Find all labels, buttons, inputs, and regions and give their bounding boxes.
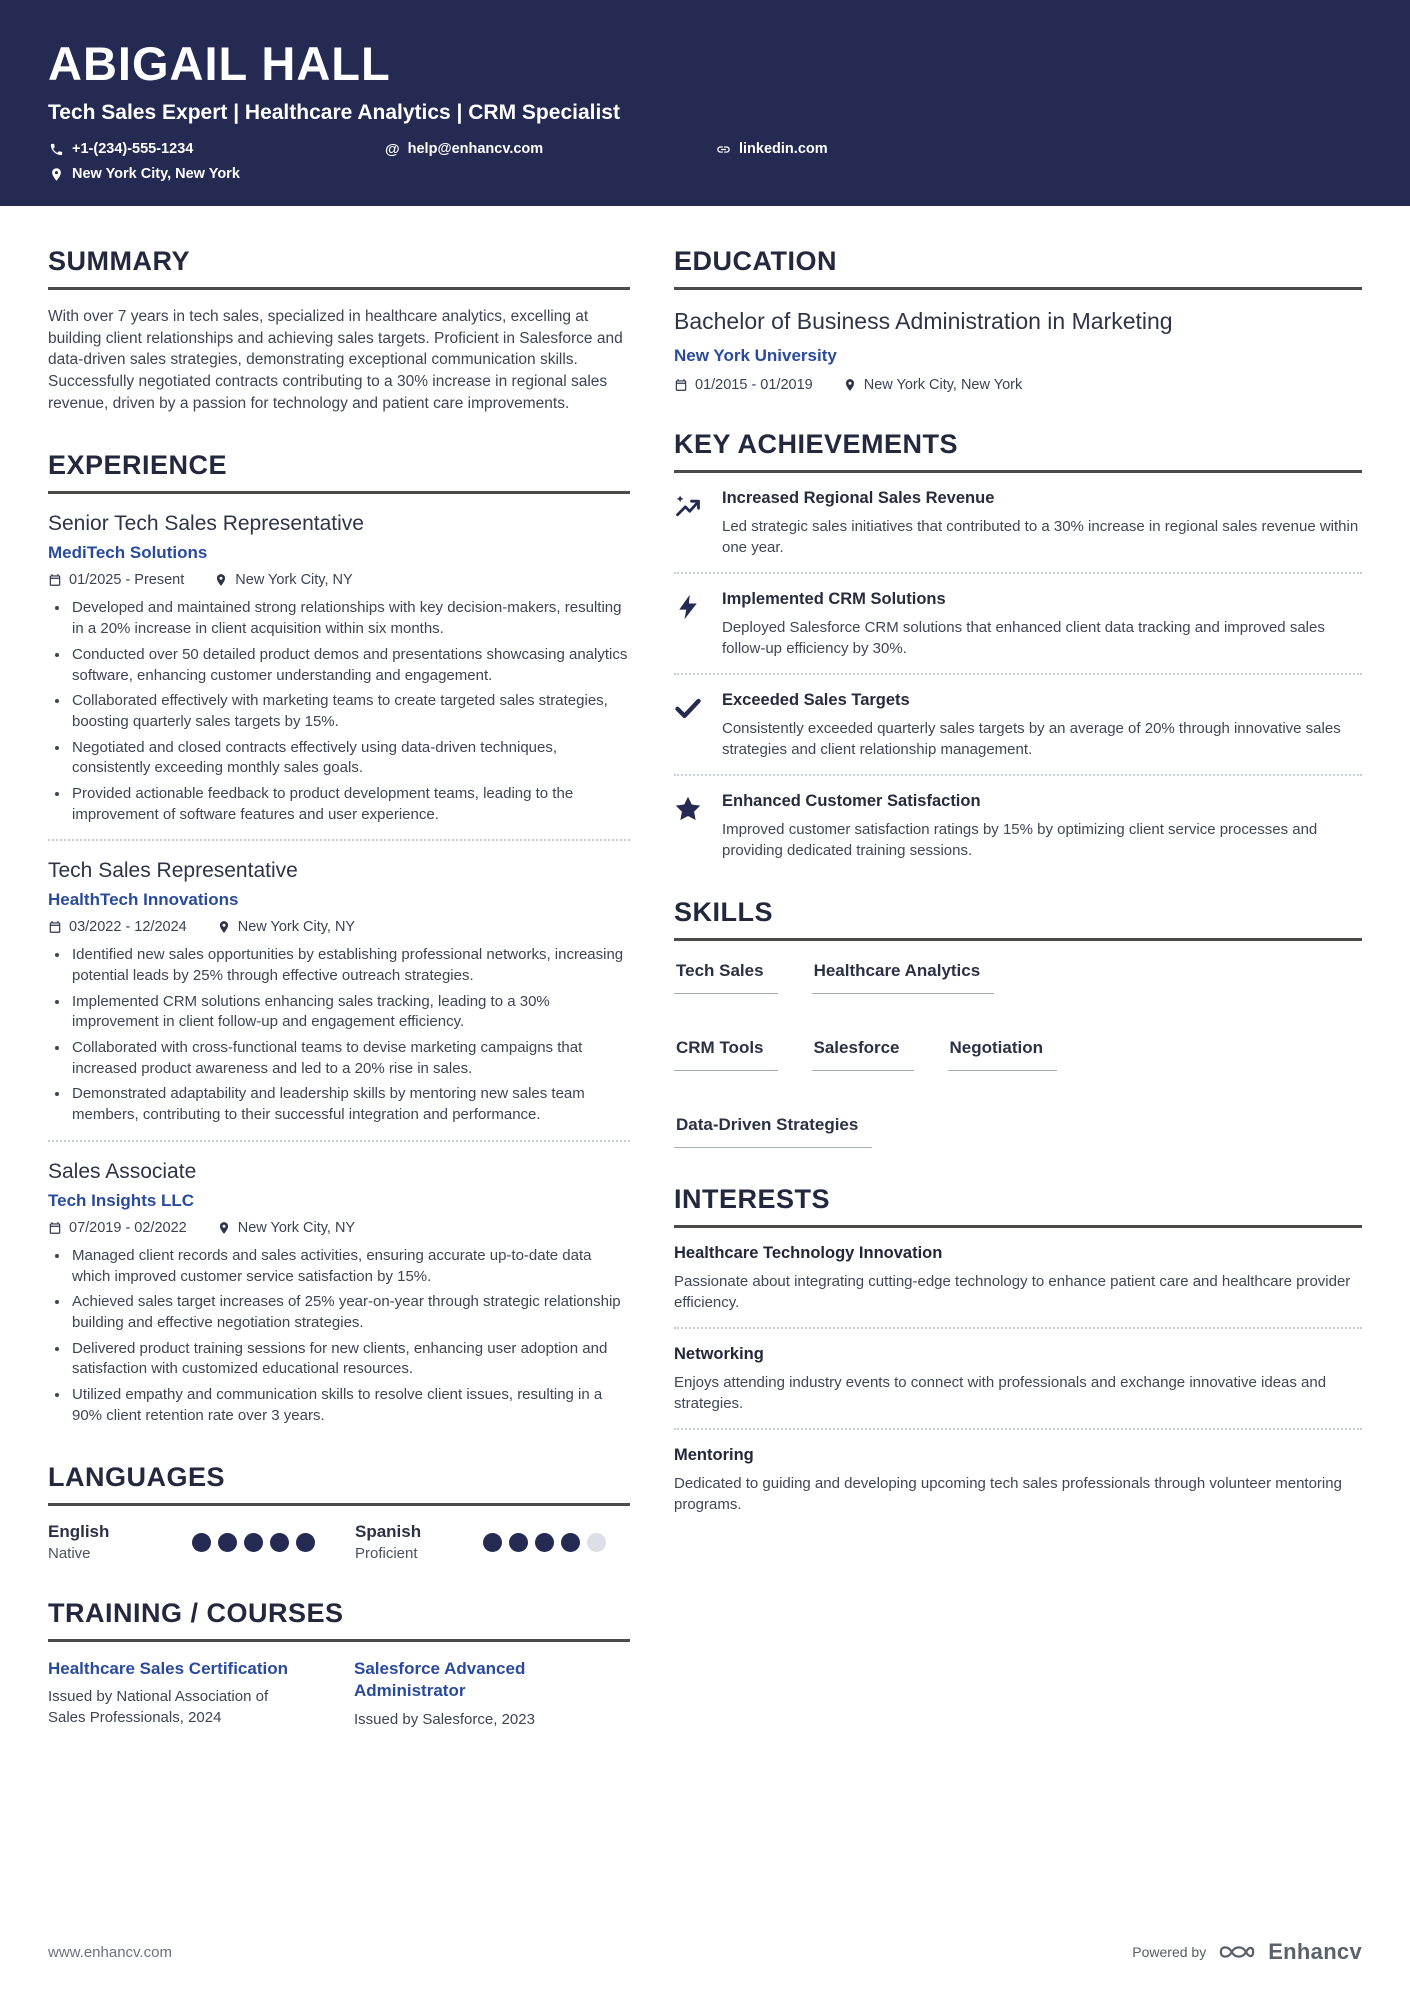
- course-issuer: Issued by Salesforce, 2023: [354, 1710, 535, 1728]
- skill-item: Healthcare Analytics: [812, 961, 995, 994]
- bullet: • Delivered product training sessions for new clients, enhancing user adoption and satisfaction with customized educational resources.: [70, 1339, 630, 1380]
- bullet: • Identified new sales opportunities by establishing professional networks, increasing potential leads by 25% through effective outreach strategies.: [70, 945, 630, 986]
- bullet: • Implemented CRM solutions enhancing sales tracking, leading to a 30% improvement in client follow-up and engagement efficiency.: [70, 992, 630, 1033]
- phone-contact[interactable]: [48, 141, 385, 157]
- link-icon: [715, 141, 731, 157]
- resume-body: [0, 206, 1410, 1929]
- job-location: New York City, NY: [217, 1220, 355, 1236]
- skills-heading: SKILLS: [674, 897, 1362, 941]
- interest-item: [674, 1244, 1362, 1313]
- left-column: [48, 246, 630, 1929]
- link-text: linkedin.com: [739, 141, 828, 157]
- powered-by[interactable]: [1132, 1939, 1362, 1965]
- achievement-text: Improved customer satisfaction ratings by 15% by optimizing client service processes and providing dedicated training sessions.: [722, 821, 1318, 860]
- achievement-title: Increased Regional Sales Revenue: [722, 489, 995, 508]
- divider: [674, 1327, 1362, 1329]
- languages-list: [48, 1522, 630, 1562]
- training-heading: TRAINING / COURSES: [48, 1598, 630, 1642]
- job-title: Senior Tech Sales Representative: [48, 512, 364, 536]
- course-title: Healthcare Sales Certification: [48, 1659, 288, 1679]
- school-name: New York University: [674, 346, 837, 366]
- calendar-icon: [674, 378, 688, 392]
- calendar-icon: [48, 920, 62, 934]
- course-item: [48, 1658, 354, 1729]
- divider: [674, 1428, 1362, 1430]
- skills-list: [674, 957, 1362, 1148]
- enhancv-brand-name: Enhancv: [1268, 1939, 1362, 1964]
- languages-section: [48, 1462, 630, 1562]
- trending-up-icon: [674, 489, 704, 558]
- bullet: • Provided actionable feedback to product development teams, leading to the improvement of software features and user experience.: [70, 784, 630, 825]
- language-item: [48, 1522, 339, 1562]
- star-icon: [674, 792, 704, 861]
- interest-title: Networking: [674, 1345, 764, 1364]
- education-meta: [674, 377, 1362, 393]
- right-column: [674, 246, 1362, 1929]
- job-bullets: [70, 598, 630, 825]
- job-meta: [48, 919, 630, 935]
- bullet: • Collaborated with cross-functional teams to devise marketing campaigns that increased product awareness and led to a 20% rise in sales.: [70, 1038, 630, 1079]
- achievement-item: [674, 590, 1362, 659]
- course-item: [354, 1658, 630, 1729]
- location-text: New York City, New York: [72, 166, 240, 182]
- job-bullets: [70, 945, 630, 1126]
- company-name: MediTech Solutions: [48, 543, 208, 563]
- job-dates: 01/2025 - Present: [48, 572, 184, 588]
- interest-item: [674, 1345, 1362, 1414]
- job-location: New York City, NY: [214, 572, 352, 588]
- page-footer: [0, 1929, 1410, 1995]
- interest-item: [674, 1446, 1362, 1515]
- education-heading: EDUCATION: [674, 246, 1362, 290]
- interests-heading: INTERESTS: [674, 1184, 1362, 1228]
- job-bullets: [70, 1246, 630, 1427]
- skills-section: [674, 897, 1362, 1148]
- job-title: Sales Associate: [48, 1159, 197, 1183]
- job-dates: 03/2022 - 12/2024: [48, 919, 187, 935]
- phone-icon: [48, 141, 64, 157]
- skill-item: Tech Sales: [674, 961, 778, 994]
- interest-text: Passionate about integrating cutting-edge technology to enhance patient care and healthcare provider efficiency.: [674, 1273, 1351, 1312]
- interest-text: Enjoys attending industry events to connect with professionals and exchange innovative ideas and strategies.: [674, 1374, 1327, 1413]
- email-contact[interactable]: [385, 141, 715, 157]
- language-item: [339, 1522, 630, 1562]
- interest-title: Mentoring: [674, 1446, 754, 1465]
- education-location: New York City, New York: [843, 377, 1023, 393]
- training-list: [48, 1658, 630, 1729]
- language-name: English: [48, 1522, 110, 1542]
- job-title: Tech Sales Representative: [48, 859, 298, 883]
- website-contact[interactable]: [715, 141, 828, 157]
- bullet: • Managed client records and sales activities, ensuring accurate up-to-date data which improved customer service satisfaction by 15%.: [70, 1246, 630, 1287]
- summary-heading: SUMMARY: [48, 246, 630, 290]
- languages-heading: LANGUAGES: [48, 1462, 630, 1506]
- experience-section: [48, 450, 630, 1426]
- degree-title: Bachelor of Business Administration in Marketing: [674, 308, 1173, 334]
- achievement-title: Enhanced Customer Satisfaction: [722, 792, 981, 811]
- experience-entry: [48, 857, 630, 1126]
- summary-section: [48, 246, 630, 414]
- achievements-section: [674, 429, 1362, 861]
- job-meta: [48, 572, 630, 588]
- achievement-text: Consistently exceeded quarterly sales targets by an average of 20% through innovative sales strategies and client relationship management.: [722, 720, 1341, 759]
- divider: [674, 572, 1362, 574]
- divider: [674, 673, 1362, 675]
- experience-entry: [48, 510, 630, 825]
- achievement-text: Deployed Salesforce CRM solutions that enhanced client data tracking and improved sales follow-up efficiency by 30%.: [722, 619, 1325, 658]
- powered-by-label: Powered by: [1132, 1944, 1207, 1960]
- checkmark-icon: [674, 691, 704, 760]
- contact-info: [48, 141, 1362, 182]
- bullet: • Demonstrated adaptability and leadership skills by mentoring new sales team members, contributing to their successful integration and performance.: [70, 1084, 630, 1125]
- skill-item: CRM Tools: [674, 1038, 778, 1071]
- language-name: Spanish: [355, 1522, 422, 1542]
- experience-entry: [48, 1158, 630, 1427]
- language-level: Proficient: [355, 1545, 418, 1563]
- divider: [48, 839, 630, 841]
- company-name: Tech Insights LLC: [48, 1190, 195, 1210]
- skill-item: Salesforce: [812, 1038, 914, 1071]
- location-contact: [48, 166, 240, 182]
- language-proficiency-dots: [483, 1533, 606, 1552]
- bullet: • Achieved sales target increases of 25% year-on-year through strategic relationship building and effective negotiation strategies.: [70, 1292, 630, 1333]
- achievement-title: Implemented CRM Solutions: [722, 590, 946, 609]
- education-dates: 01/2015 - 01/2019: [674, 377, 813, 393]
- achievement-text: Led strategic sales initiatives that contributed to a 30% increase in regional sales revenue within one year.: [722, 518, 1359, 557]
- skill-item: Data-Driven Strategies: [674, 1115, 872, 1148]
- candidate-headline: Tech Sales Expert | Healthcare Analytics | CRM Specialist: [48, 101, 620, 124]
- company-name: HealthTech Innovations: [48, 890, 239, 910]
- interests-section: [674, 1184, 1362, 1515]
- lightning-icon: [674, 590, 704, 659]
- achievements-heading: KEY ACHIEVEMENTS: [674, 429, 1362, 473]
- email-icon: @: [385, 140, 400, 158]
- location-pin-icon: [48, 166, 64, 182]
- location-pin-icon: [214, 573, 228, 587]
- achievement-item: [674, 792, 1362, 861]
- location-pin-icon: [217, 920, 231, 934]
- bullet: • Collaborated effectively with marketing teams to create targeted sales strategies, boosting quarterly sales targets by 15%.: [70, 691, 630, 732]
- job-dates: 07/2019 - 02/2022: [48, 1220, 187, 1236]
- interest-text: Dedicated to guiding and developing upcoming tech sales professionals through volunteer mentoring programs.: [674, 1475, 1342, 1514]
- resume-header: [0, 0, 1410, 206]
- bullet: • Utilized empathy and communication skills to resolve client issues, resulting in a 90% client retention rate over 3 years.: [70, 1385, 630, 1426]
- footer-website[interactable]: www.enhancv.com: [48, 1943, 172, 1961]
- bullet: • Conducted over 50 detailed product demos and presentations showcasing analytics software, enhancing customer understanding and engagement.: [70, 645, 630, 686]
- calendar-icon: [48, 1221, 62, 1235]
- location-pin-icon: [217, 1221, 231, 1235]
- achievement-item: [674, 489, 1362, 558]
- achievement-title: Exceeded Sales Targets: [722, 691, 910, 710]
- skill-item: Negotiation: [948, 1038, 1058, 1071]
- divider: [674, 774, 1362, 776]
- calendar-icon: [48, 573, 62, 587]
- enhancv-logo-icon: [1218, 1940, 1256, 1964]
- language-level: Native: [48, 1545, 91, 1563]
- achievement-item: [674, 691, 1362, 760]
- language-proficiency-dots: [192, 1533, 315, 1552]
- experience-heading: EXPERIENCE: [48, 450, 630, 494]
- email-address: help@enhancv.com: [407, 141, 544, 157]
- course-title: Salesforce Advanced Administrator: [354, 1659, 526, 1701]
- course-issuer: Issued by National Association of Sales Professionals, 2024: [48, 1688, 269, 1726]
- divider: [48, 1140, 630, 1142]
- location-pin-icon: [843, 378, 857, 392]
- training-section: [48, 1598, 630, 1729]
- bullet: • Developed and maintained strong relationships with key decision-makers, resulting in a 20% increase in client acquisition within six months.: [70, 598, 630, 639]
- phone-number: +1-(234)-555-1234: [72, 141, 194, 157]
- interest-title: Healthcare Technology Innovation: [674, 1244, 943, 1263]
- candidate-name: ABIGAIL HALL: [48, 37, 391, 90]
- education-section: [674, 246, 1362, 393]
- job-meta: [48, 1220, 630, 1236]
- summary-text: With over 7 years in tech sales, specialized in healthcare analytics, excelling at building client relationships and achieving sales targets. Proficient in Salesforce and data-driven sales strategies, demonstrating exceptional communication skills. Successfully negotiated contracts contributing to a 30% increase in regional sales revenue, driven by a passion for technology and patient care improvements.: [48, 308, 623, 412]
- job-location: New York City, NY: [217, 919, 355, 935]
- bullet: • Negotiated and closed contracts effectively using data-driven techniques, consistently exceeding monthly sales goals.: [70, 738, 630, 779]
